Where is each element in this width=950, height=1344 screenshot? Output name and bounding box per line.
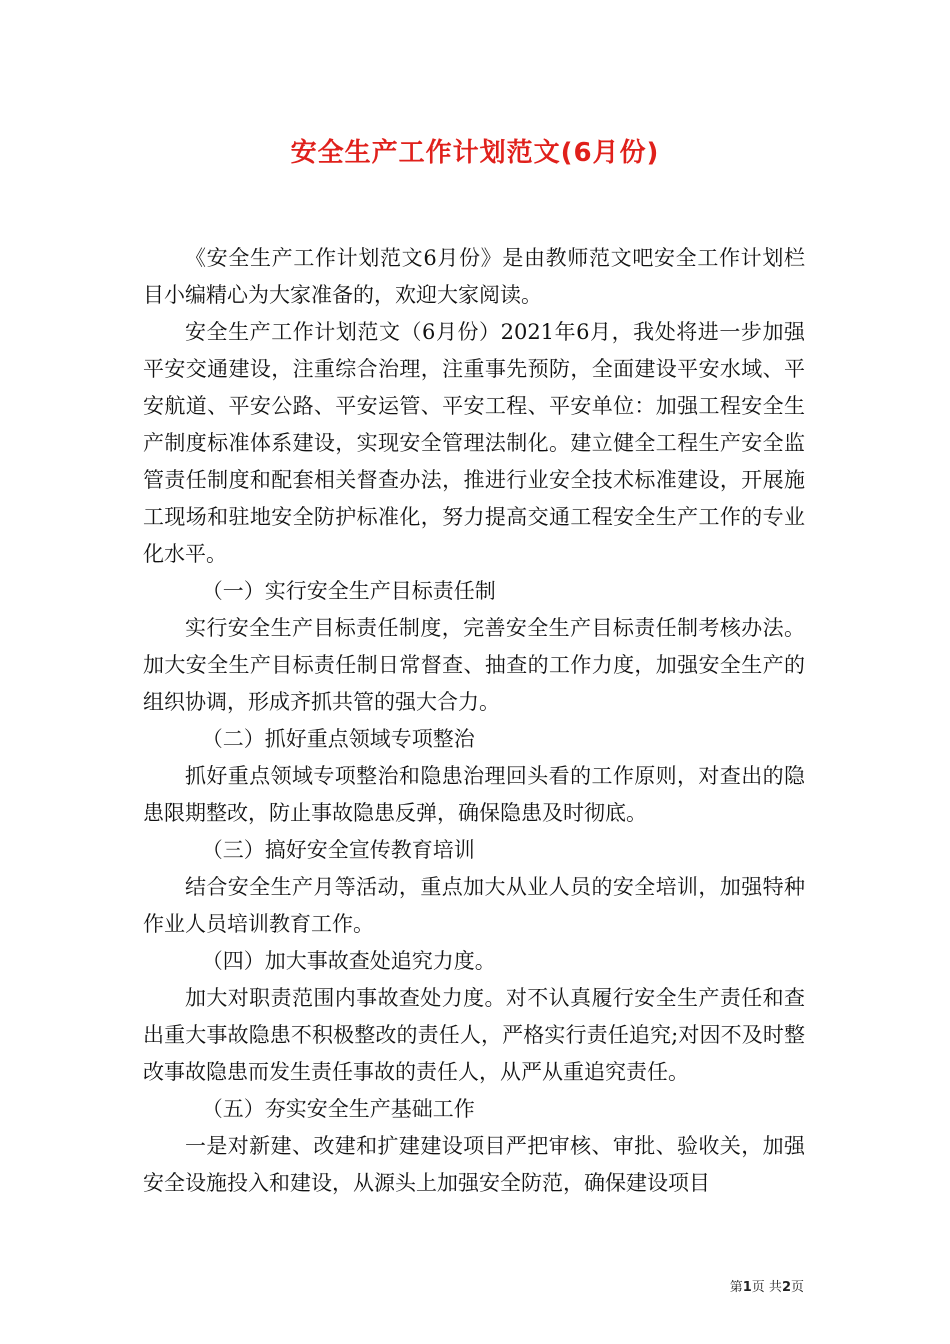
paragraph-section-1: 实行安全生产目标责任制度，完善安全生产目标责任制考核办法。加大安全生产目标责任制日常督查、抽查的工作力度，加强安全生产的组织协调，形成齐抓共管的强大合力。 <box>143 616 805 714</box>
section-heading-1: （一）实行安全生产目标责任制 <box>201 579 496 603</box>
total-page-count: 2 <box>781 1280 791 1295</box>
paragraph-intro: 《安全生产工作计划范文6月份》是由教师范文吧安全工作计划栏目小编精心为大家准备的，欢迎大家阅读。 <box>143 246 805 307</box>
section-heading-3: （三）搞好安全宣传教育培训 <box>201 838 475 862</box>
document-body <box>143 240 805 1202</box>
paragraph-section-4: 加大对职责范围内事故查处力度。对不认真履行安全生产责任和查出重大事故隐患不积极整改的责任人，严格实行责任追究;对因不及时整改事故隐患而发生责任事故的责任人，从严从重追究责任。 <box>143 986 805 1084</box>
footer-suffix: 页 <box>790 1280 804 1295</box>
section-heading-4: （四）加大事故查处追究力度。 <box>201 949 496 973</box>
page-number-footer <box>730 1276 804 1295</box>
document-title: 安全生产工作计划范文(6月份) <box>290 138 660 168</box>
current-page-number: 1 <box>742 1280 752 1295</box>
paragraph-section-2: 抓好重点领域专项整治和隐患治理回头看的工作原则，对查出的隐患限期整改，防止事故隐患反弹，确保隐患及时彻底。 <box>143 764 805 825</box>
footer-prefix: 第 <box>729 1280 743 1295</box>
paragraph-section-3: 结合安全生产月等活动，重点加大从业人员的安全培训，加强特种作业人员培训教育工作。 <box>143 875 805 936</box>
paragraph-section-5: 一是对新建、改建和扩建建设项目严把审核、审批、验收关，加强安全设施投入和建设，从源头上加强安全防范，确保建设项目 <box>143 1134 805 1195</box>
paragraph-overview: 安全生产工作计划范文（6月份）2021年6月，我处将进一步加强平安交通建设，注重综合治理，注重事先预防，全面建设平安水域、平安航道、平安公路、平安运管、平安工程、平安单位：加强工程安全生产制度标准体系建设，实现安全管理法制化。建立健全工程生产安全监管责任制度和配套相关督查办法，推进行业安全技术标准建设，开展施工现场和驻地安全防护标准化，努力提高交通工程安全生产工作的专业化水平。 <box>143 320 805 566</box>
footer-middle: 页 共 <box>751 1280 782 1295</box>
section-heading-5: （五）夯实安全生产基础工作 <box>201 1097 475 1121</box>
section-heading-2: （二）抓好重点领域专项整治 <box>201 727 475 751</box>
